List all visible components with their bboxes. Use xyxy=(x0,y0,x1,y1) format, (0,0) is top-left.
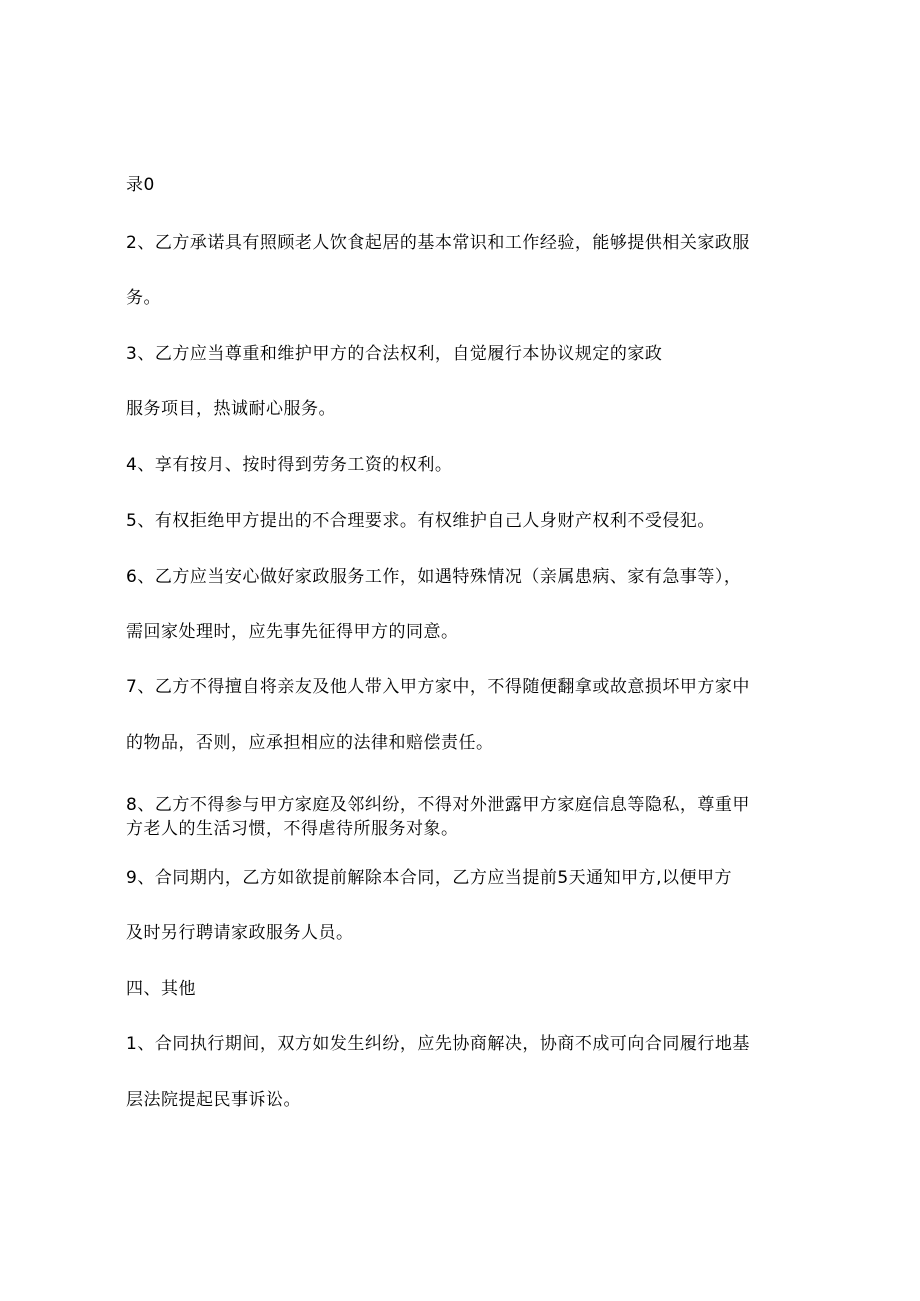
clause-4: 4、享有按月、按时得到劳务工资的权利。 xyxy=(126,455,453,475)
clause-8-line-1: 8、乙方不得参与甲方家庭及邻纠纷，不得对外泄露甲方家庭信息等隐私，尊重甲 xyxy=(126,795,750,815)
text-line-fragment: 录0 xyxy=(126,175,155,195)
clause-8-line-2: 方老人的生活习惯，不得虐待所服务对象。 xyxy=(126,819,459,839)
clause-9-line-1: 9、合同期内，乙方如欲提前解除本合同，乙方应当提前5天通知甲方,以便甲方 xyxy=(126,868,733,888)
clause-2-line-2: 务。 xyxy=(126,288,161,308)
clause-7-line-1: 7、乙方不得擅自将亲友及他人带入甲方家中，不得随便翻拿或故意损坏甲方家中 xyxy=(126,677,750,697)
clause-6-line-2: 需回家处理时，应先事先征得甲方的同意。 xyxy=(126,622,459,642)
other-clause-1-line-1: 1、合同执行期间，双方如发生纠纷，应先协商解决，协商不成可向合同履行地基 xyxy=(126,1034,750,1054)
clause-9-line-2: 及时另行聘请家政服务人员。 xyxy=(126,923,354,943)
clause-3-line-2: 服务项目，热诚耐心服务。 xyxy=(126,399,336,419)
clause-7-line-2: 的物品，否则，应承担相应的法律和赔偿责任。 xyxy=(126,733,494,753)
clause-3-line-1: 3、乙方应当尊重和维护甲方的合法权利，自觉履行本协议规定的家政 xyxy=(126,344,663,364)
clause-5: 5、有权拒绝甲方提出的不合理要求。有权维护自己人身财产权利不受侵犯。 xyxy=(126,511,715,531)
clause-2-line-1: 2、乙方承诺具有照顾老人饮食起居的基本常识和工作经验，能够提供相关家政服 xyxy=(126,233,750,253)
clause-6-line-1: 6、乙方应当安心做好家政服务工作，如遇特殊情况（亲属患病、家有急事等）， xyxy=(126,567,742,587)
section-heading-other: 四、其他 xyxy=(126,979,196,999)
other-clause-1-line-2: 层法院提起民事诉讼。 xyxy=(126,1090,301,1110)
